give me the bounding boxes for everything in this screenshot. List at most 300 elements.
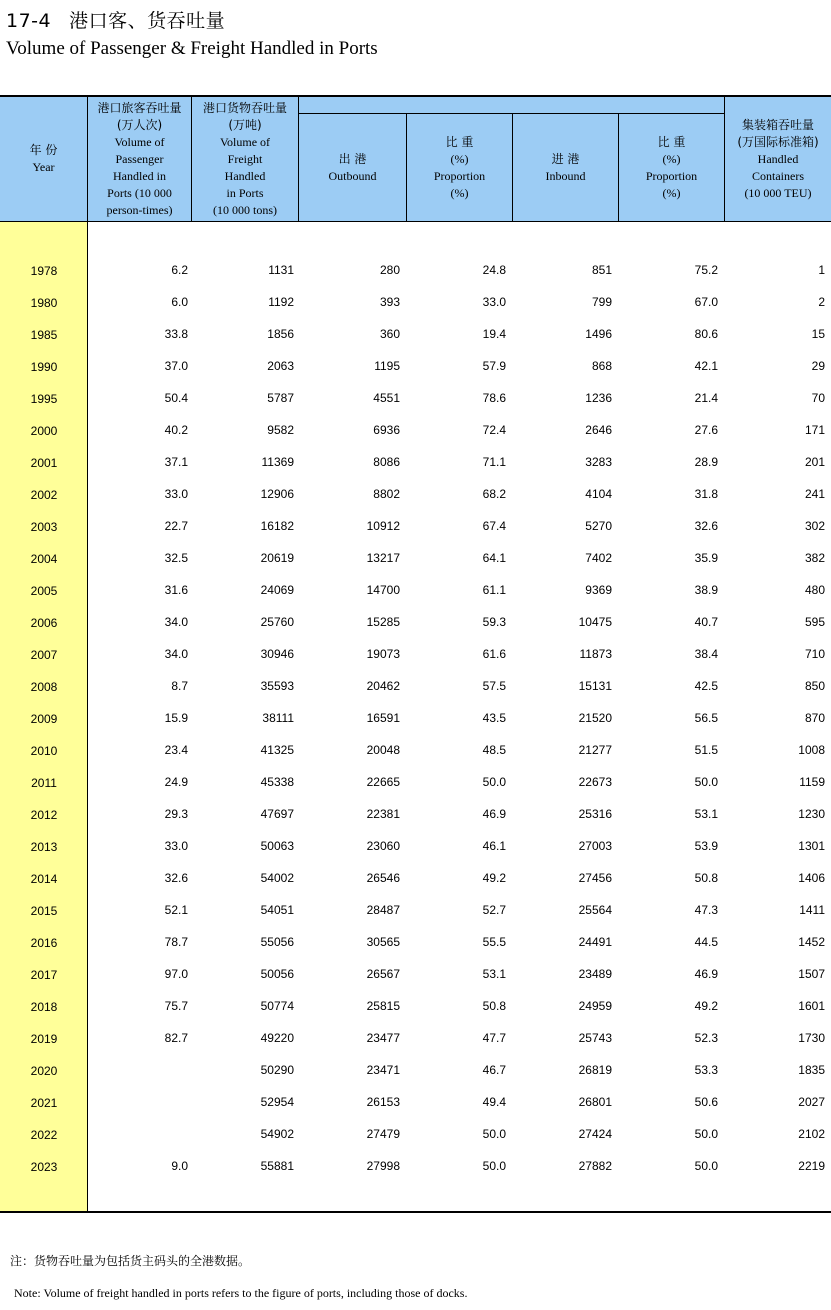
cell-year: 2004 (30, 552, 58, 566)
cell-in-prop: 53.9 (694, 839, 718, 853)
cell-containers: 1411 (799, 903, 825, 917)
cell-year: 2017 (30, 968, 58, 982)
cell-inbound: 799 (591, 295, 612, 309)
cell-outbound: 26153 (366, 1095, 400, 1109)
cell-in-prop: 52.3 (694, 1031, 718, 1045)
cell-passenger: 32.5 (164, 551, 188, 565)
cell-passenger: 6.0 (171, 295, 188, 309)
header-containers-en2: Containers (752, 168, 804, 183)
cell-passenger: 23.4 (164, 743, 188, 757)
table-row (0, 606, 831, 638)
cell-outbound: 26546 (366, 871, 400, 885)
cell-freight: 16182 (260, 519, 294, 533)
cell-freight: 52954 (260, 1095, 294, 1109)
note-en: Note: Volume of freight handled in ports refers to the figure of ports, including those of docks. (14, 1286, 468, 1300)
cell-year: 1980 (30, 296, 58, 310)
cell-inbound: 23489 (578, 967, 612, 981)
cell-outbound: 23471 (366, 1063, 400, 1077)
header-passenger-en4: Ports (10 000 (107, 185, 172, 200)
cell-freight: 11369 (261, 455, 294, 469)
cell-year: 2018 (30, 1000, 58, 1014)
cell-out-prop: 78.6 (482, 391, 506, 405)
cell-out-prop: 64.1 (482, 551, 506, 565)
cell-year: 2000 (30, 424, 58, 438)
cell-out-prop: 67.4 (482, 519, 506, 533)
cell-containers: 1406 (798, 871, 825, 885)
table-row (0, 1022, 831, 1054)
cell-inbound: 1236 (585, 391, 612, 405)
cell-inbound: 24959 (578, 999, 612, 1013)
page-title-en: Volume of Passenger & Freight Handled in Ports (6, 38, 378, 59)
cell-outbound: 13217 (366, 551, 400, 565)
cell-inbound: 10475 (578, 615, 612, 629)
cell-containers: 710 (804, 647, 825, 661)
cell-freight: 47697 (260, 807, 294, 821)
cell-year: 2022 (30, 1128, 58, 1142)
header-passenger-en2: Passenger (115, 151, 164, 166)
header-in-prop-unit2: (%) (662, 185, 681, 200)
cell-outbound: 14700 (366, 583, 400, 597)
cell-containers: 1008 (798, 743, 825, 757)
cell-containers: 70 (811, 391, 825, 405)
cell-in-prop: 35.9 (694, 551, 718, 565)
table-row (0, 766, 831, 798)
cell-freight: 50774 (260, 999, 294, 1013)
table-row (0, 574, 831, 606)
table-row (0, 862, 831, 894)
table-row (0, 894, 831, 926)
cell-outbound: 20048 (366, 743, 400, 757)
cell-outbound: 30565 (366, 935, 400, 949)
cell-outbound: 20462 (366, 679, 400, 693)
title-cn-text: 港口客、货吞吐量 (69, 10, 226, 32)
header-inbound (513, 114, 619, 222)
cell-outbound: 1195 (374, 359, 400, 373)
cell-inbound: 868 (591, 359, 612, 373)
cell-containers: 201 (804, 455, 825, 469)
cell-out-prop: 61.6 (482, 647, 506, 661)
table-row (0, 702, 831, 734)
cell-in-prop: 56.5 (694, 711, 718, 725)
cell-in-prop: 50.0 (694, 775, 718, 789)
cell-containers: 2027 (798, 1095, 825, 1109)
cell-containers: 15 (811, 327, 825, 341)
data-table (0, 95, 831, 1213)
header-in-prop-en: Proportion (645, 168, 698, 183)
cell-year: 2003 (30, 520, 58, 534)
table-row (0, 382, 831, 414)
cell-containers: 1301 (798, 839, 825, 853)
cell-freight: 35593 (260, 679, 294, 693)
cell-containers: 1452 (798, 935, 825, 949)
cell-passenger: 75.7 (164, 999, 188, 1013)
cell-in-prop: 32.6 (694, 519, 718, 533)
cell-outbound: 22381 (366, 807, 400, 821)
cell-out-prop: 57.5 (482, 679, 506, 693)
header-freight-en5: (10 000 tons) (213, 202, 277, 217)
cell-out-prop: 46.9 (482, 807, 506, 821)
cell-inbound: 7402 (585, 551, 612, 565)
cell-passenger: 31.6 (164, 583, 188, 597)
cell-out-prop: 46.7 (482, 1063, 506, 1077)
cell-out-prop: 33.0 (482, 295, 506, 309)
cell-passenger: 9.0 (171, 1159, 188, 1173)
cell-outbound: 8086 (373, 455, 400, 469)
cell-out-prop: 50.0 (482, 775, 506, 789)
cell-in-prop: 38.9 (694, 583, 718, 597)
cell-outbound: 23060 (366, 839, 400, 853)
cell-containers: 1835 (798, 1063, 825, 1077)
cell-out-prop: 52.7 (482, 903, 506, 917)
cell-in-prop: 38.4 (694, 647, 718, 661)
cell-in-prop: 47.3 (694, 903, 718, 917)
cell-inbound: 2646 (585, 423, 612, 437)
table-row (0, 734, 831, 766)
cell-containers: 382 (804, 551, 825, 565)
cell-year: 1990 (30, 360, 58, 374)
header-freight-span (299, 97, 725, 114)
cell-freight: 55881 (260, 1159, 294, 1173)
cell-outbound: 4551 (373, 391, 400, 405)
cell-passenger: 33.0 (164, 487, 188, 501)
cell-year: 2011 (31, 776, 57, 790)
table-row (0, 1086, 831, 1118)
cell-in-prop: 31.8 (694, 487, 718, 501)
table-bottom-rule (0, 1211, 831, 1213)
cell-freight: 25760 (260, 615, 294, 629)
header-inbound-cn: 进 港 (551, 151, 580, 166)
header-passenger-en3: Handled in (113, 168, 166, 183)
cell-containers: 1 (818, 263, 825, 277)
cell-inbound: 4104 (585, 487, 612, 501)
cell-inbound: 1496 (585, 327, 612, 341)
cell-containers: 1730 (798, 1031, 825, 1045)
cell-outbound: 22665 (366, 775, 400, 789)
table-row (0, 958, 831, 990)
table-row (0, 1054, 831, 1086)
table-row (0, 1150, 831, 1182)
header-freight-cn: 港口货物吞吐量(万吨) (202, 100, 287, 132)
cell-passenger: 37.1 (164, 455, 188, 469)
cell-freight: 41325 (260, 743, 294, 757)
cell-containers: 241 (804, 487, 825, 501)
cell-outbound: 19073 (366, 647, 400, 661)
cell-passenger: 34.0 (164, 615, 188, 629)
cell-outbound: 280 (379, 263, 400, 277)
cell-inbound: 11873 (579, 647, 612, 661)
cell-inbound: 27882 (578, 1159, 612, 1173)
cell-freight: 9582 (267, 423, 294, 437)
cell-in-prop: 80.6 (694, 327, 718, 341)
cell-inbound: 3283 (585, 455, 612, 469)
header-outbound-proportion (407, 114, 513, 222)
cell-containers: 302 (804, 519, 825, 533)
cell-containers: 1601 (798, 999, 825, 1013)
cell-out-prop: 47.7 (482, 1031, 506, 1045)
cell-out-prop: 61.1 (482, 583, 506, 597)
cell-outbound: 27998 (366, 1159, 400, 1173)
table-row (0, 318, 831, 350)
header-passenger-en5: person-times) (106, 202, 173, 217)
cell-outbound: 15285 (366, 615, 400, 629)
cell-year: 1978 (30, 264, 58, 278)
cell-containers: 2 (818, 295, 825, 309)
table-row (0, 1118, 831, 1150)
cell-in-prop: 21.4 (694, 391, 718, 405)
cell-out-prop: 68.2 (482, 487, 506, 501)
cell-out-prop: 46.1 (482, 839, 506, 853)
cell-out-prop: 71.1 (482, 455, 506, 469)
cell-year: 1985 (30, 328, 58, 342)
header-out-prop-unit2: (%) (450, 185, 469, 200)
header-inbound-en: Inbound (545, 168, 586, 183)
header-outbound (299, 114, 407, 222)
header-containers-cn1: 集装箱吞吐量 (741, 117, 814, 132)
cell-freight: 24069 (260, 583, 294, 597)
cell-freight: 54902 (260, 1127, 294, 1141)
cell-in-prop: 40.7 (694, 615, 718, 629)
cell-containers: 850 (804, 679, 825, 693)
header-inbound-proportion (619, 114, 725, 222)
cell-outbound: 27479 (366, 1127, 400, 1141)
cell-out-prop: 49.2 (482, 871, 506, 885)
cell-in-prop: 44.5 (694, 935, 718, 949)
cell-year: 2001 (30, 456, 58, 470)
cell-out-prop: 72.4 (482, 423, 506, 437)
cell-inbound: 9369 (585, 583, 612, 597)
cell-in-prop: 46.9 (694, 967, 718, 981)
header-out-prop-en: Proportion (433, 168, 486, 183)
cell-passenger: 6.2 (171, 263, 188, 277)
header-freight-en3: Handled (224, 168, 266, 183)
cell-containers: 171 (804, 423, 825, 437)
cell-out-prop: 50.0 (482, 1127, 506, 1141)
page-title-cn (6, 6, 225, 33)
cell-freight: 45338 (260, 775, 294, 789)
cell-out-prop: 50.0 (482, 1159, 506, 1173)
table-row (0, 990, 831, 1022)
cell-inbound: 15131 (578, 679, 612, 693)
cell-freight: 49220 (260, 1031, 294, 1045)
header-outbound-cn: 出 港 (338, 151, 367, 166)
header-year-cn: 年 份 (29, 143, 58, 157)
cell-freight: 1131 (268, 263, 294, 277)
cell-in-prop: 49.2 (694, 999, 718, 1013)
cell-outbound: 10912 (366, 519, 400, 533)
cell-outbound: 28487 (366, 903, 400, 917)
cell-outbound: 6936 (373, 423, 400, 437)
cell-year: 2021 (30, 1096, 58, 1110)
cell-out-prop: 48.5 (482, 743, 506, 757)
table-row (0, 414, 831, 446)
cell-freight: 30946 (260, 647, 294, 661)
header-passenger-cn: 港口旅客吞吐量(万人次) (97, 100, 182, 132)
cell-passenger: 34.0 (164, 647, 188, 661)
cell-inbound: 27456 (578, 871, 612, 885)
cell-year: 2019 (30, 1032, 58, 1046)
cell-inbound: 25564 (578, 903, 612, 917)
cell-in-prop: 51.5 (694, 743, 718, 757)
cell-inbound: 21520 (578, 711, 612, 725)
cell-freight: 54002 (260, 871, 294, 885)
cell-passenger: 24.9 (164, 775, 188, 789)
cell-freight: 55056 (260, 935, 294, 949)
cell-year: 2009 (30, 712, 58, 726)
table-row (0, 350, 831, 382)
note-cn: 注：货物吞吐量为包括货主码头的全港数据。 (10, 1254, 251, 1268)
cell-in-prop: 50.0 (694, 1159, 718, 1173)
cell-containers: 2102 (798, 1127, 825, 1141)
cell-out-prop: 57.9 (482, 359, 506, 373)
cell-freight: 50056 (260, 967, 294, 981)
cell-inbound: 25316 (578, 807, 612, 821)
header-year-en: Year (32, 160, 55, 174)
cell-passenger: 32.6 (164, 871, 188, 885)
cell-freight: 12906 (260, 487, 294, 501)
cell-year: 2008 (30, 680, 58, 694)
cell-in-prop: 53.1 (694, 807, 718, 821)
header-containers-cn2: (万国际标准箱) (737, 134, 819, 149)
header-out-prop-cn: 比 重 (445, 134, 474, 149)
cell-inbound: 27424 (578, 1127, 612, 1141)
cell-in-prop: 67.0 (694, 295, 718, 309)
table-number: 17-4 (6, 10, 52, 32)
table-row (0, 254, 831, 286)
cell-year: 2002 (30, 488, 58, 502)
cell-out-prop: 53.1 (482, 967, 506, 981)
cell-passenger: 40.2 (164, 423, 188, 437)
cell-freight: 38111 (262, 711, 294, 725)
cell-passenger: 82.7 (164, 1031, 188, 1045)
cell-passenger: 33.8 (164, 327, 188, 341)
header-out-prop-unit: (%) (450, 151, 469, 166)
table-row (0, 510, 831, 542)
header-containers-en3: (10 000 TEU) (744, 185, 812, 200)
cell-inbound: 24491 (578, 935, 612, 949)
cell-freight: 1192 (268, 295, 294, 309)
header-passenger (88, 97, 192, 222)
cell-year: 2020 (30, 1064, 58, 1078)
header-freight-en2: Freight (227, 151, 263, 166)
header-freight-en4: in Ports (226, 185, 264, 200)
cell-freight: 50290 (260, 1063, 294, 1077)
cell-passenger: 22.7 (164, 519, 188, 533)
header-freight (192, 97, 299, 222)
header-freight-en1: Volume of (219, 134, 271, 149)
cell-passenger: 50.4 (164, 391, 188, 405)
cell-year: 2023 (30, 1160, 58, 1174)
cell-in-prop: 75.2 (694, 263, 718, 277)
cell-containers: 870 (804, 711, 825, 725)
cell-year: 2012 (30, 808, 58, 822)
table-row (0, 478, 831, 510)
cell-inbound: 25743 (578, 1031, 612, 1045)
cell-year: 2016 (30, 936, 58, 950)
table-row (0, 798, 831, 830)
table-row (0, 446, 831, 478)
cell-inbound: 27003 (578, 839, 612, 853)
cell-out-prop: 59.3 (482, 615, 506, 629)
cell-freight: 20619 (260, 551, 294, 565)
cell-freight: 50063 (260, 839, 294, 853)
cell-out-prop: 50.8 (482, 999, 506, 1013)
cell-out-prop: 55.5 (482, 935, 506, 949)
cell-out-prop: 19.4 (482, 327, 506, 341)
cell-passenger: 37.0 (164, 359, 188, 373)
cell-outbound: 16591 (366, 711, 400, 725)
cell-inbound: 26801 (578, 1095, 612, 1109)
cell-in-prop: 28.9 (694, 455, 718, 469)
cell-in-prop: 53.3 (694, 1063, 718, 1077)
cell-outbound: 25815 (366, 999, 400, 1013)
cell-outbound: 8802 (373, 487, 400, 501)
cell-freight: 1856 (267, 327, 294, 341)
header-year (0, 97, 88, 222)
cell-in-prop: 50.6 (694, 1095, 718, 1109)
cell-out-prop: 24.8 (482, 263, 506, 277)
table-row (0, 286, 831, 318)
cell-inbound: 21277 (578, 743, 612, 757)
cell-in-prop: 42.5 (694, 679, 718, 693)
cell-containers: 1159 (799, 775, 825, 789)
cell-inbound: 22673 (578, 775, 612, 789)
header-containers (725, 97, 831, 222)
cell-passenger: 29.3 (164, 807, 188, 821)
cell-freight: 2063 (267, 359, 294, 373)
cell-outbound: 393 (379, 295, 400, 309)
cell-inbound: 26819 (578, 1063, 612, 1077)
table-row (0, 638, 831, 670)
cell-containers: 29 (811, 359, 825, 373)
header-in-prop-cn: 比 重 (657, 134, 686, 149)
cell-inbound: 851 (591, 263, 612, 277)
cell-year: 2007 (30, 648, 58, 662)
header-containers-en1: Handled (757, 151, 799, 166)
header-in-prop-unit: (%) (662, 151, 681, 166)
cell-containers: 1230 (798, 807, 825, 821)
cell-passenger: 78.7 (164, 935, 188, 949)
cell-passenger: 97.0 (164, 967, 188, 981)
cell-outbound: 26567 (366, 967, 400, 981)
cell-outbound: 23477 (366, 1031, 400, 1045)
cell-out-prop: 43.5 (482, 711, 506, 725)
cell-year: 2010 (30, 744, 58, 758)
cell-containers: 480 (804, 583, 825, 597)
cell-outbound: 360 (379, 327, 400, 341)
cell-year: 2006 (30, 616, 58, 630)
cell-freight: 5787 (267, 391, 294, 405)
header-outbound-en: Outbound (328, 168, 377, 183)
cell-year: 2014 (30, 872, 58, 886)
cell-year: 2005 (30, 584, 58, 598)
cell-containers: 1507 (798, 967, 825, 981)
cell-inbound: 5270 (585, 519, 612, 533)
cell-containers: 2219 (798, 1159, 825, 1173)
cell-out-prop: 49.4 (482, 1095, 506, 1109)
table-row (0, 542, 831, 574)
header-passenger-en1: Volume of (114, 134, 165, 149)
table-row (0, 926, 831, 958)
cell-passenger: 33.0 (164, 839, 188, 853)
cell-in-prop: 50.0 (694, 1127, 718, 1141)
cell-year: 2015 (30, 904, 58, 918)
cell-in-prop: 27.6 (694, 423, 718, 437)
table-row (0, 670, 831, 702)
cell-in-prop: 42.1 (694, 359, 718, 373)
cell-year: 1995 (30, 392, 58, 406)
cell-passenger: 52.1 (164, 903, 188, 917)
cell-year: 2013 (30, 840, 58, 854)
